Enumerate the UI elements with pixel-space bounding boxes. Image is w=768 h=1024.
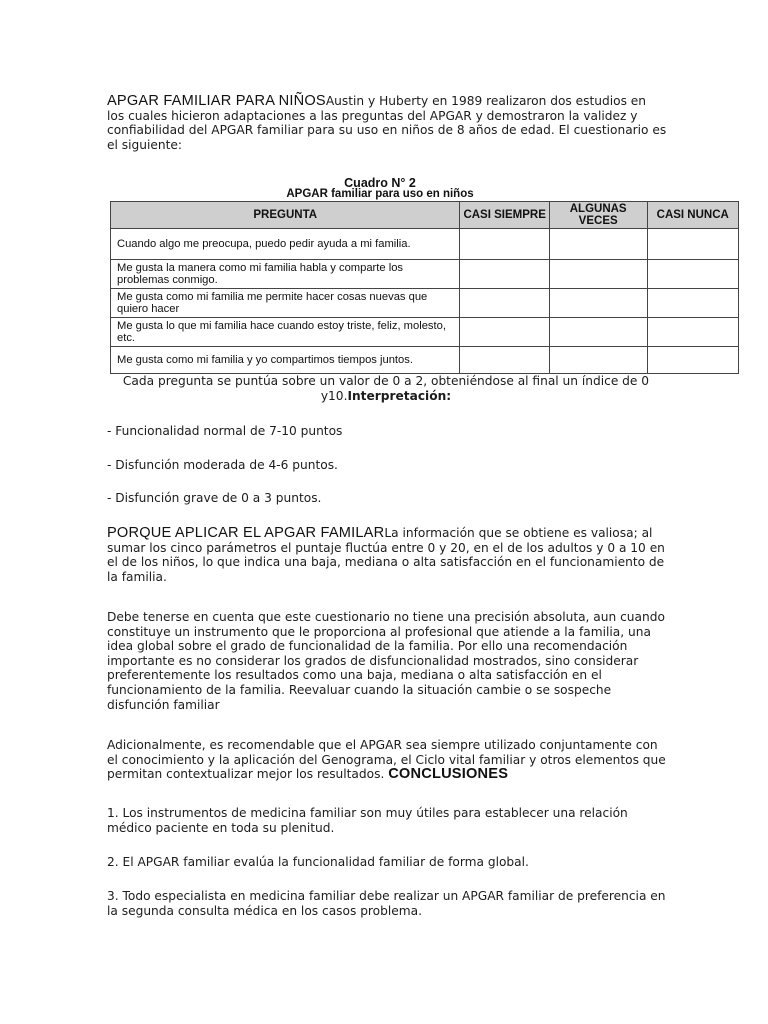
- answer-cell-casi-siempre: [460, 318, 549, 347]
- header-casi-siempre: CASI SIEMPRE: [460, 202, 549, 229]
- answer-cell-casi-nunca: [647, 229, 739, 260]
- answer-cell-casi-nunca: [647, 318, 739, 347]
- heading-porque-aplicar: PORQUE APLICAR EL APGAR FAMILAR: [107, 525, 385, 541]
- header-pregunta: PREGUNTA: [111, 202, 460, 229]
- paragraph-precision: Debe tenerse en cuenta que este cuestionario no tiene una precisión absoluta, aun cuando constituye un instrumento que le proporciona al profesional que atiende a la familia, una idea global sobre el grado de funcionalidad de la familia. Por ello una recomendación importante es no considerar los grados de disfuncionalidad mostrados, sino considerar preferentemente los resultados como una baja, mediana o alta satisfacción en el funcionamiento de la familia. Reevaluar cuando la situación cambie o se sospeche disfunción familiar: [107, 610, 665, 712]
- answer-cell-casi-siempre: [460, 260, 549, 289]
- interpretation-item: - Disfunción grave de 0 a 3 puntos.: [107, 491, 322, 505]
- interpretation-label: Interpretación:: [347, 388, 452, 403]
- scoring-note: [112, 374, 660, 403]
- section2-text: La información que se obtiene es valiosa; al sumar los cinco parámetros el puntaje fluctúa entre 0 y 20, en el de los adultos y 0 a 10 en el de los niños, lo que indica una baja, mediana o alta satisfacción en el funcionamiento de la familia.: [107, 526, 665, 584]
- answer-cell-algunas-veces: [549, 260, 647, 289]
- answer-cell-algunas-veces: [549, 229, 647, 260]
- interpretation-item: - Funcionalidad normal de 7-10 puntos: [107, 424, 343, 438]
- table-caption-title: APGAR familiar para uso en niños: [286, 188, 474, 200]
- answer-cell-casi-siempre: [460, 229, 549, 260]
- heading-conclusiones: CONCLUSIONES: [388, 766, 509, 783]
- answer-cell-algunas-veces: [549, 347, 647, 374]
- answer-cell-algunas-veces: [549, 289, 647, 318]
- conclusion-item: 2. El APGAR familiar evalúa la funcionalidad familiar de forma global.: [107, 855, 529, 869]
- answer-cell-casi-nunca: [647, 347, 739, 374]
- table-row: [111, 318, 739, 347]
- header-algunas-veces: ALGUNAS VECES: [549, 202, 647, 229]
- heading-apgar-ninos: APGAR FAMILIAR PARA NIÑOS: [107, 93, 326, 109]
- question-cell: Me gusta la manera como mi familia habla y comparte los problemas conmigo.: [111, 260, 460, 289]
- answer-cell-casi-nunca: [647, 289, 739, 318]
- question-cell: Me gusta como mi familia me permite hacer cosas nuevas que quiero hacer: [111, 289, 460, 318]
- answer-cell-algunas-veces: [549, 318, 647, 347]
- table-header-row: [111, 202, 739, 229]
- section-porque-aplicar: [107, 526, 667, 584]
- conclusion-item: 1. Los instrumentos de medicina familiar son muy útiles para establecer una relación médico paciente en toda su plenitud.: [107, 806, 628, 835]
- header-casi-nunca: CASI NUNCA: [647, 202, 739, 229]
- table-caption-number: Cuadro N° 2: [344, 176, 416, 190]
- table-row: [111, 229, 739, 260]
- interpretation-item: - Disfunción moderada de 4-6 puntos.: [107, 458, 338, 472]
- table-row: [111, 289, 739, 318]
- table-row: [111, 260, 739, 289]
- scoring-text: Cada pregunta se puntúa sobre un valor de 0 a 2, obteniéndose al final un índice de 0 y10.: [122, 374, 650, 403]
- conclusion-item: 3. Todo especialista en medicina familiar debe realizar un APGAR familiar de preferencia en la segunda consulta médica en los casos problema.: [107, 889, 666, 918]
- answer-cell-casi-nunca: [647, 260, 739, 289]
- apgar-table: [110, 201, 739, 374]
- question-cell: Me gusta lo que mi familia hace cuando estoy triste, feliz, molesto, etc.: [111, 318, 460, 347]
- table-row: [111, 347, 739, 374]
- section-apgar-ninos: [107, 94, 667, 152]
- question-cell: Me gusta como mi familia y yo compartimos tiempos juntos.: [111, 347, 460, 374]
- answer-cell-casi-siempre: [460, 347, 549, 374]
- intro-text: Austin y Huberty en 1989 realizaron dos estudios en los cuales hicieron adaptaciones a las preguntas del APGAR y demostraron la validez y confiabilidad del APGAR familiar para su uso en niños de 8 años de edad. El cuestionario es el siguiente:: [107, 94, 667, 152]
- paragraph3-text: Adicionalmente, es recomendable que el APGAR sea siempre utilizado conjuntamente con el conocimiento y la aplicación del Genograma, el Ciclo vital familiar y otros elementos que permitan contextualizar mejor los resultados.: [107, 738, 666, 782]
- answer-cell-casi-siempre: [460, 289, 549, 318]
- question-cell: Cuando algo me preocupa, puedo pedir ayuda a mi familia.: [111, 229, 460, 260]
- paragraph-adicionalmente: [107, 738, 667, 782]
